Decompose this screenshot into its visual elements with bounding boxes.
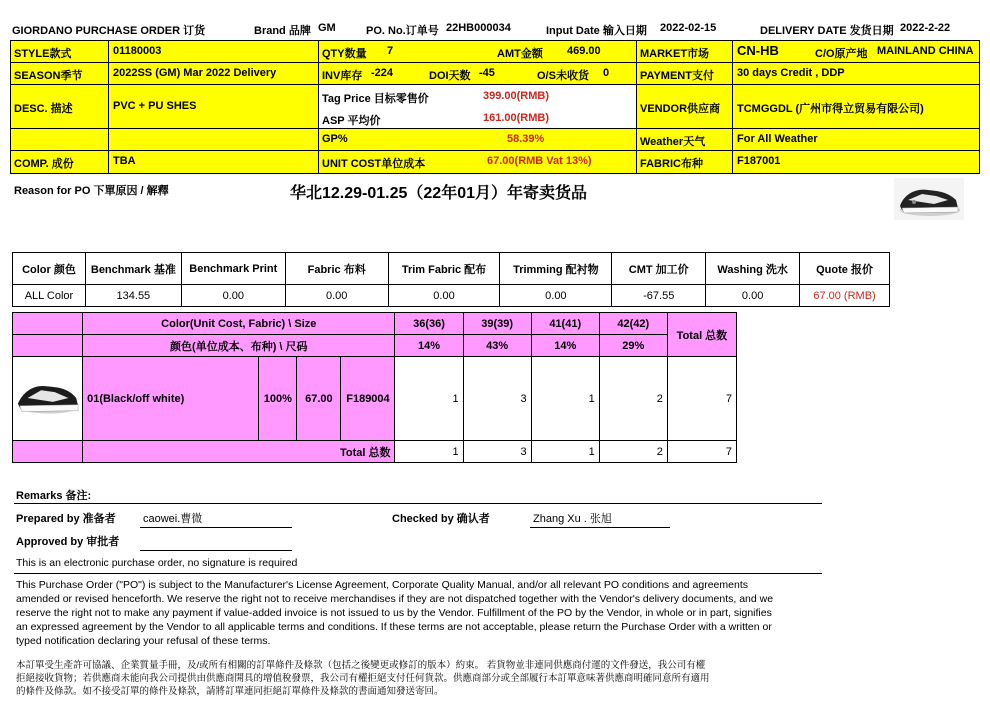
checked-by-label: Checked by 确认者 <box>392 513 490 525</box>
reason-text: 华北12.29-01.25（22年01月）年寄卖货品 <box>290 185 588 202</box>
color-swatch-image <box>14 372 82 422</box>
po-number-label: PO. No.订单号 <box>366 25 439 37</box>
color-unit-cost: 67.00 <box>297 357 341 441</box>
size-percent: 14% <box>395 335 463 357</box>
brand-value: GM <box>318 22 336 34</box>
terms-en-line: amended or revised henceforth. We reserve the right not to receive merchandises if they are not dispatched together with the Vendor's delivery documents, and we <box>16 593 774 605</box>
qty-cell: 2 <box>599 357 667 441</box>
terms-cn-line: 的條件及條款。如不接受訂單的條件及條款，請將訂單連同拒絕訂單條件及條款的書面通知發送寄回。 <box>16 686 444 697</box>
footer-total-label: Total 总数 <box>83 441 395 463</box>
tag-price-value: 399.00(RMB) <box>483 90 550 102</box>
style-value: 01180003 <box>113 45 162 57</box>
bench-header: CMT 加工价 <box>612 253 706 285</box>
market-value: CN-HB <box>737 43 779 58</box>
size-header: 36(36) <box>395 313 463 335</box>
qty-label: QTY数量 <box>322 48 367 60</box>
remarks-label: Remarks 备注: <box>16 490 92 502</box>
bench-header: Trimming 配衬物 <box>500 253 612 285</box>
size-header: 39(39) <box>463 313 531 335</box>
prepared-by-value: caowei.曹微 <box>143 513 203 525</box>
footer-qty: 2 <box>599 441 667 463</box>
fabric-value: F187001 <box>737 155 781 167</box>
bench-header: Benchmark 基准 <box>85 253 181 285</box>
vendor-label: VENDOR供应商 <box>640 103 721 115</box>
payment-value: 30 days Credit , DDP <box>737 67 845 79</box>
delivery-date-label: DELIVERY DATE 发货日期 <box>760 25 894 37</box>
bench-header: Quote 报价 <box>800 253 890 285</box>
total-row <box>13 441 737 463</box>
bench-header: Color 颜色 <box>13 253 86 285</box>
bench-header: Trim Fabric 配布 <box>388 253 500 285</box>
matrix-header-cn: 颜色(单位成本、布种) \ 尺码 <box>83 335 395 357</box>
unit-cost-label: UNIT COST单位成本 <box>322 158 426 170</box>
amt-label: AMT金额 <box>497 48 543 60</box>
divider <box>14 503 822 504</box>
qty-cell: 1 <box>531 357 599 441</box>
benchmark-table <box>12 252 890 307</box>
terms-en-line: This Purchase Order ("PO") is subject to the Manufacturer's License Agreement, Corporate Quality Manual, and/or all relevant PO conditions and agreements <box>16 579 748 591</box>
os-value: 0 <box>603 67 610 79</box>
doi-value: -45 <box>479 67 495 79</box>
origin-value: MAINLAND CHINA <box>877 45 974 57</box>
bench-value: -67.55 <box>612 285 706 307</box>
asp-label: ASP 平均价 <box>322 115 381 127</box>
comp-label: COMP. 成份 <box>14 158 74 170</box>
origin-label: C/O原产地 <box>815 48 868 60</box>
terms-en <box>16 578 773 648</box>
size-header: 42(42) <box>599 313 667 335</box>
desc-value: PVC + PU SHES <box>113 100 197 112</box>
color-size-matrix <box>12 312 737 463</box>
bench-value: 0.00 <box>388 285 500 307</box>
signature-line <box>140 527 292 528</box>
reason-label: Reason for PO 下單原因 / 解釋 <box>14 185 169 197</box>
po-number: 22HB000034 <box>446 22 511 34</box>
input-date: 2022-02-15 <box>660 22 717 34</box>
color-fabric: F189004 <box>341 357 395 441</box>
qty-value: 7 <box>387 45 394 57</box>
input-date-label: Input Date 输入日期 <box>546 25 647 37</box>
bench-header: Fabric 布料 <box>285 253 388 285</box>
gp-label: GP% <box>322 133 348 145</box>
size-percent: 29% <box>599 335 667 357</box>
unit-cost-value: 67.00(RMB Vat 13%) <box>487 155 592 167</box>
delivery-date: 2022-2-22 <box>900 22 951 34</box>
signature-line <box>140 550 292 551</box>
style-label: STYLE款式 <box>14 48 72 60</box>
bench-value: 0.00 <box>706 285 800 307</box>
payment-label: PAYMENT支付 <box>640 70 714 82</box>
qty-cell: 3 <box>463 357 531 441</box>
qty-cell: 1 <box>395 357 463 441</box>
vendor-value: TCMGGDL (广州市得立贸易有限公司) <box>737 103 924 115</box>
bench-header: Washing 洗水 <box>706 253 800 285</box>
prepared-by-label: Prepared by 准备者 <box>16 513 116 525</box>
bench-value: 134.55 <box>85 285 181 307</box>
gp-value: 58.39% <box>507 133 545 145</box>
season-label: SEASON季节 <box>14 70 83 82</box>
approved-by-label: Approved by 审批者 <box>16 536 120 548</box>
os-label: O/S未收货 <box>537 70 589 82</box>
bench-value: 67.00 (RMB) <box>800 285 890 307</box>
po-title: GIORDANO PURCHASE ORDER 订货 <box>12 25 206 37</box>
color-name: 01(Black/off white) <box>83 357 259 441</box>
amt-value: 469.00 <box>567 45 601 57</box>
terms-en-line: an expressed agreement by the Vendor to all applicable terms and conditions. If these terms are not acceptable, please return the Purchase Order with a written or <box>16 621 772 633</box>
matrix-header-en: Color(Unit Cost, Fabric) \ Size <box>83 313 395 335</box>
table-row <box>13 357 737 441</box>
size-percent: 14% <box>531 335 599 357</box>
comp-value: TBA <box>113 155 136 167</box>
brand-label: Brand 品牌 <box>254 25 311 37</box>
doi-label: DOI天数 <box>429 70 471 82</box>
fabric-label: FABRIC布种 <box>640 158 703 170</box>
terms-cn <box>16 659 710 698</box>
row-total: 7 <box>667 357 736 441</box>
bench-header: Benchmark Print <box>181 253 285 285</box>
bench-value: 0.00 <box>500 285 612 307</box>
terms-cn-line: 拒絕接收貨物；若供應商未能向我公司提供由供應商開具的增值稅發票，我公司有權拒絕支付任何貨款。供應商部分或全部履行本訂單意味著供應商明確同意所有適用 <box>16 673 710 684</box>
weather-label: Weather天气 <box>640 136 706 148</box>
size-header: 41(41) <box>531 313 599 335</box>
inv-value: -224 <box>371 67 394 79</box>
weather-value: For All Weather <box>737 133 818 145</box>
size-percent: 43% <box>463 335 531 357</box>
color-percent: 100% <box>259 357 297 441</box>
terms-en-line: reserve the right not to make any payment if value-added invoice is not issued to us by the Vendor. Fulfillment of the PO by the Vendor, in whole or in part, signifies <box>16 607 772 619</box>
signature-line <box>530 527 670 528</box>
product-thumbnail-image <box>894 178 964 220</box>
footer-qty: 1 <box>531 441 599 463</box>
asp-value: 161.00(RMB) <box>483 112 550 124</box>
market-label: MARKET市场 <box>640 48 710 60</box>
grand-total: 7 <box>667 441 736 463</box>
bench-value: ALL Color <box>13 285 86 307</box>
footer-qty: 1 <box>395 441 463 463</box>
season-value: 2022SS (GM) Mar 2022 Delivery <box>113 67 277 79</box>
tag-price-label: Tag Price 目标零售价 <box>322 93 429 105</box>
total-header: Total 总数 <box>667 313 736 357</box>
bench-value: 0.00 <box>285 285 388 307</box>
footer-qty: 3 <box>463 441 531 463</box>
checked-by-value: Zhang Xu . 张旭 <box>533 513 612 525</box>
bench-value: 0.00 <box>181 285 285 307</box>
po-info-grid <box>10 40 980 174</box>
desc-label: DESC. 描述 <box>14 103 73 115</box>
terms-en-line: typed notification declaring your refusal of these terms. <box>16 635 271 647</box>
divider <box>14 573 822 574</box>
electronic-note: This is an electronic purchase order, no signature is required <box>16 557 298 569</box>
terms-cn-line: 本訂單受生產許可協議、企業質量手冊，及/或所有相關的訂單條件及條款（包括之後變更或修訂的版本）約束。 若貨物並非連同供應商付運的文件發送，我公司有權 <box>16 660 706 671</box>
inv-label: INV库存 <box>322 70 363 82</box>
